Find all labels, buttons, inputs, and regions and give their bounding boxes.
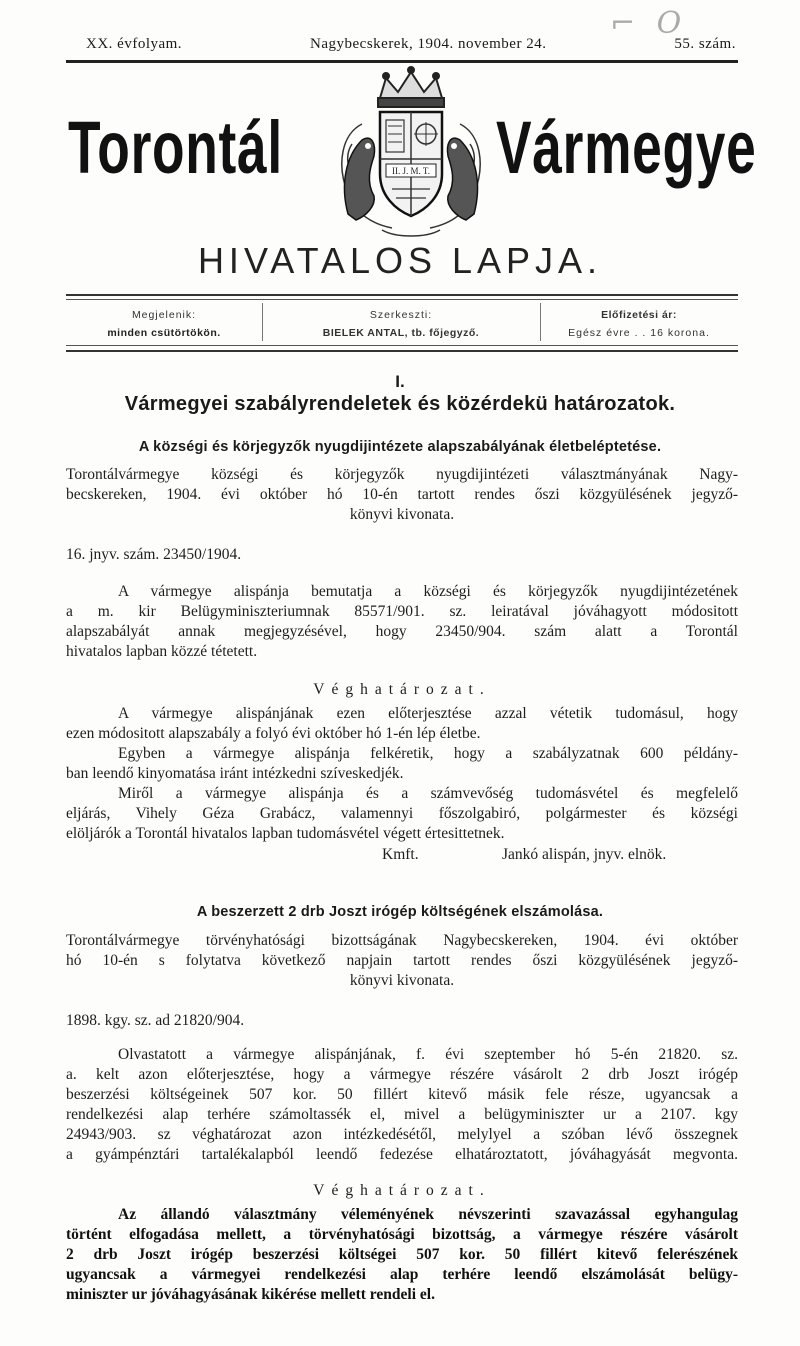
masthead-title-left: Torontál: [68, 106, 283, 189]
volume-label: XX. évfolyam.: [86, 36, 183, 52]
text-line: a gyámpénztári tartalékalapból leendő fedezése elhatároztatott, jóváhagyását megvonta.: [66, 1146, 738, 1163]
text-line: ugyancsak a vármegyei rendelkezési alap terhére leendő elszámolását belügy-: [66, 1266, 738, 1283]
text-line: elöljárók a Torontál hivatalos lapban tudomásvétel végett értesittetnek.: [66, 825, 505, 842]
text-line: Torontálvármegye községi és körjegyzők nyugdijintézeti választmányának Nagy-: [66, 466, 738, 483]
text-line: beszerzési költségeinek 507 kor. 50 fillért kitevő másik fele része, ugyancsak a: [66, 1086, 738, 1103]
masthead-title-right: Vármegye: [496, 106, 757, 189]
article-body: [66, 582, 738, 662]
appears-label: Megjelenik:: [131, 309, 197, 321]
crest-label: II. J. M. T.: [392, 166, 430, 176]
text-line: eljárás, Vihely Géza Grabácz, valamennyi főszolgabiró, polgármester és községi: [66, 805, 738, 822]
editor-value: BIELEK ANTAL, tb. főjegyző.: [322, 327, 480, 339]
editor-label: Szerkeszti:: [369, 309, 433, 321]
text-line: A vármegye alispánja bemutatja a községi és körjegyzők nyugdijintézetének: [118, 583, 738, 600]
text-line: miniszter ur jóváhagyásának kikérése mellett rendeli el.: [66, 1286, 435, 1303]
decision-text: [66, 704, 738, 844]
article-title: A községi és körjegyzők nyugdijintézete alapszabályának életbeléptetése.: [138, 439, 662, 455]
text-line: A vármegye alispánjának ezen előterjesztése azzal vétetik tudomásul, hogy: [118, 705, 738, 722]
price-label: Előfizetési ár:: [601, 309, 677, 321]
text-line: alapszabályát annak megjegyzésével, hogy 23450/904. szám alatt a Torontál: [66, 623, 738, 640]
issue-number: 55. szám.: [674, 36, 736, 52]
text-line: a m. kir Belügyminiszteriumnak 85571/901. sz. leiratával jóváhagyott módositott: [66, 603, 738, 620]
section-heading: Vármegyei szabályrendeletek és közérdekü határozatok.: [124, 393, 676, 415]
text-line: a. kelt azon előterjesztése, hogy a vármegye részére vásárolt 2 drb Joszt irógép: [66, 1066, 738, 1083]
info-editor: [262, 306, 540, 342]
text-line: hivatalos lapban közzé tétetett.: [66, 643, 258, 660]
text-line: könyvi kivonata.: [349, 506, 455, 523]
reference-number: [66, 1011, 738, 1031]
text-line: könyvi kivonata.: [349, 972, 455, 989]
coat-of-arms-icon: [322, 64, 500, 240]
masthead-subtitle: HIVATALOS LAPJA.: [197, 240, 603, 281]
article-intro: [66, 465, 738, 525]
handwritten-mark: ⌐ O: [610, 6, 688, 41]
info-rule-bottom-thin: [66, 345, 738, 346]
text-line: ban leendő kinyomatása iránt intézkedni szíveskedjék.: [66, 765, 404, 782]
text-line: Miről a vármegye alispánja és a számvevőség tudomásvétel és megfelelő: [118, 785, 738, 802]
decision-label: Véghatározat.: [313, 1182, 491, 1199]
decision-label: Véghatározat.: [313, 681, 491, 698]
info-rule-top: [66, 294, 738, 296]
article-intro: [66, 931, 738, 991]
price-value: Egész évre . . 16 korona.: [568, 327, 710, 339]
text-line: ezen módositott alapszabály a folyó évi október hó 1-én lép életbe.: [66, 725, 481, 742]
section-number: I.: [395, 372, 405, 391]
article-title: A beszerzett 2 drb Joszt irógép költségének elszámolása.: [196, 904, 604, 920]
article-body: [66, 1045, 738, 1165]
text-line: becskereken, 1904. évi október hó 10-én tartott rendes őszi közgyülésének jegyző-: [66, 486, 738, 503]
signature-right: Jankó alispán, jnyv. elnök.: [502, 846, 667, 863]
text-line: Torontálvármegye törvényhatósági bizottságának Nagybecskereken, 1904. évi október: [66, 932, 738, 949]
text-line: 24943/903. sz véghatározat azon intézkedésétől, melylyel a szóban lévő összegnek: [66, 1126, 738, 1143]
info-rule-top-thin: [66, 299, 738, 300]
text-line: hó 10-én s folytatva következő napjain tartott rendes őszi közgyülésének jegyző-: [66, 952, 738, 969]
info-rule-bottom: [66, 350, 738, 352]
header-rule: [66, 60, 738, 63]
appears-value: minden csütörtökön.: [107, 327, 221, 339]
text-line: Egyben a vármegye alispánja felkéretik, hogy a szabályzatnak 600 példány-: [118, 745, 738, 762]
text-line: 1898. kgy. sz. ad 21820/904.: [66, 1012, 245, 1029]
text-line: Az állandó választmány véleményének névszerinti szavazással egyhangulag: [118, 1206, 738, 1223]
info-appears: [66, 306, 262, 342]
text-line: 2 drb Joszt irógép beszerzési költségei 507 kor. 50 fillért kitevő felerészének: [66, 1246, 738, 1263]
signature-left: Kmft.: [382, 846, 419, 863]
text-line: történt elfogadása mellett, a törvényhatósági bizottság, a vármegye részére vásárolt: [66, 1226, 738, 1243]
text-line: rendelkezési alap terhére számoltassék el, mivel a belügyminiszter ur a 2107. kgy: [66, 1106, 738, 1123]
dateline: Nagybecskerek, 1904. november 24.: [310, 36, 547, 52]
text-line: 16. jnyv. szám. 23450/1904.: [66, 546, 242, 563]
decision-text: [66, 1205, 738, 1305]
info-price: [540, 306, 738, 342]
text-line: Olvastatott a vármegye alispánjának, f. évi szeptember hó 5-én 21820. sz.: [118, 1046, 738, 1063]
reference-number: [66, 545, 738, 565]
